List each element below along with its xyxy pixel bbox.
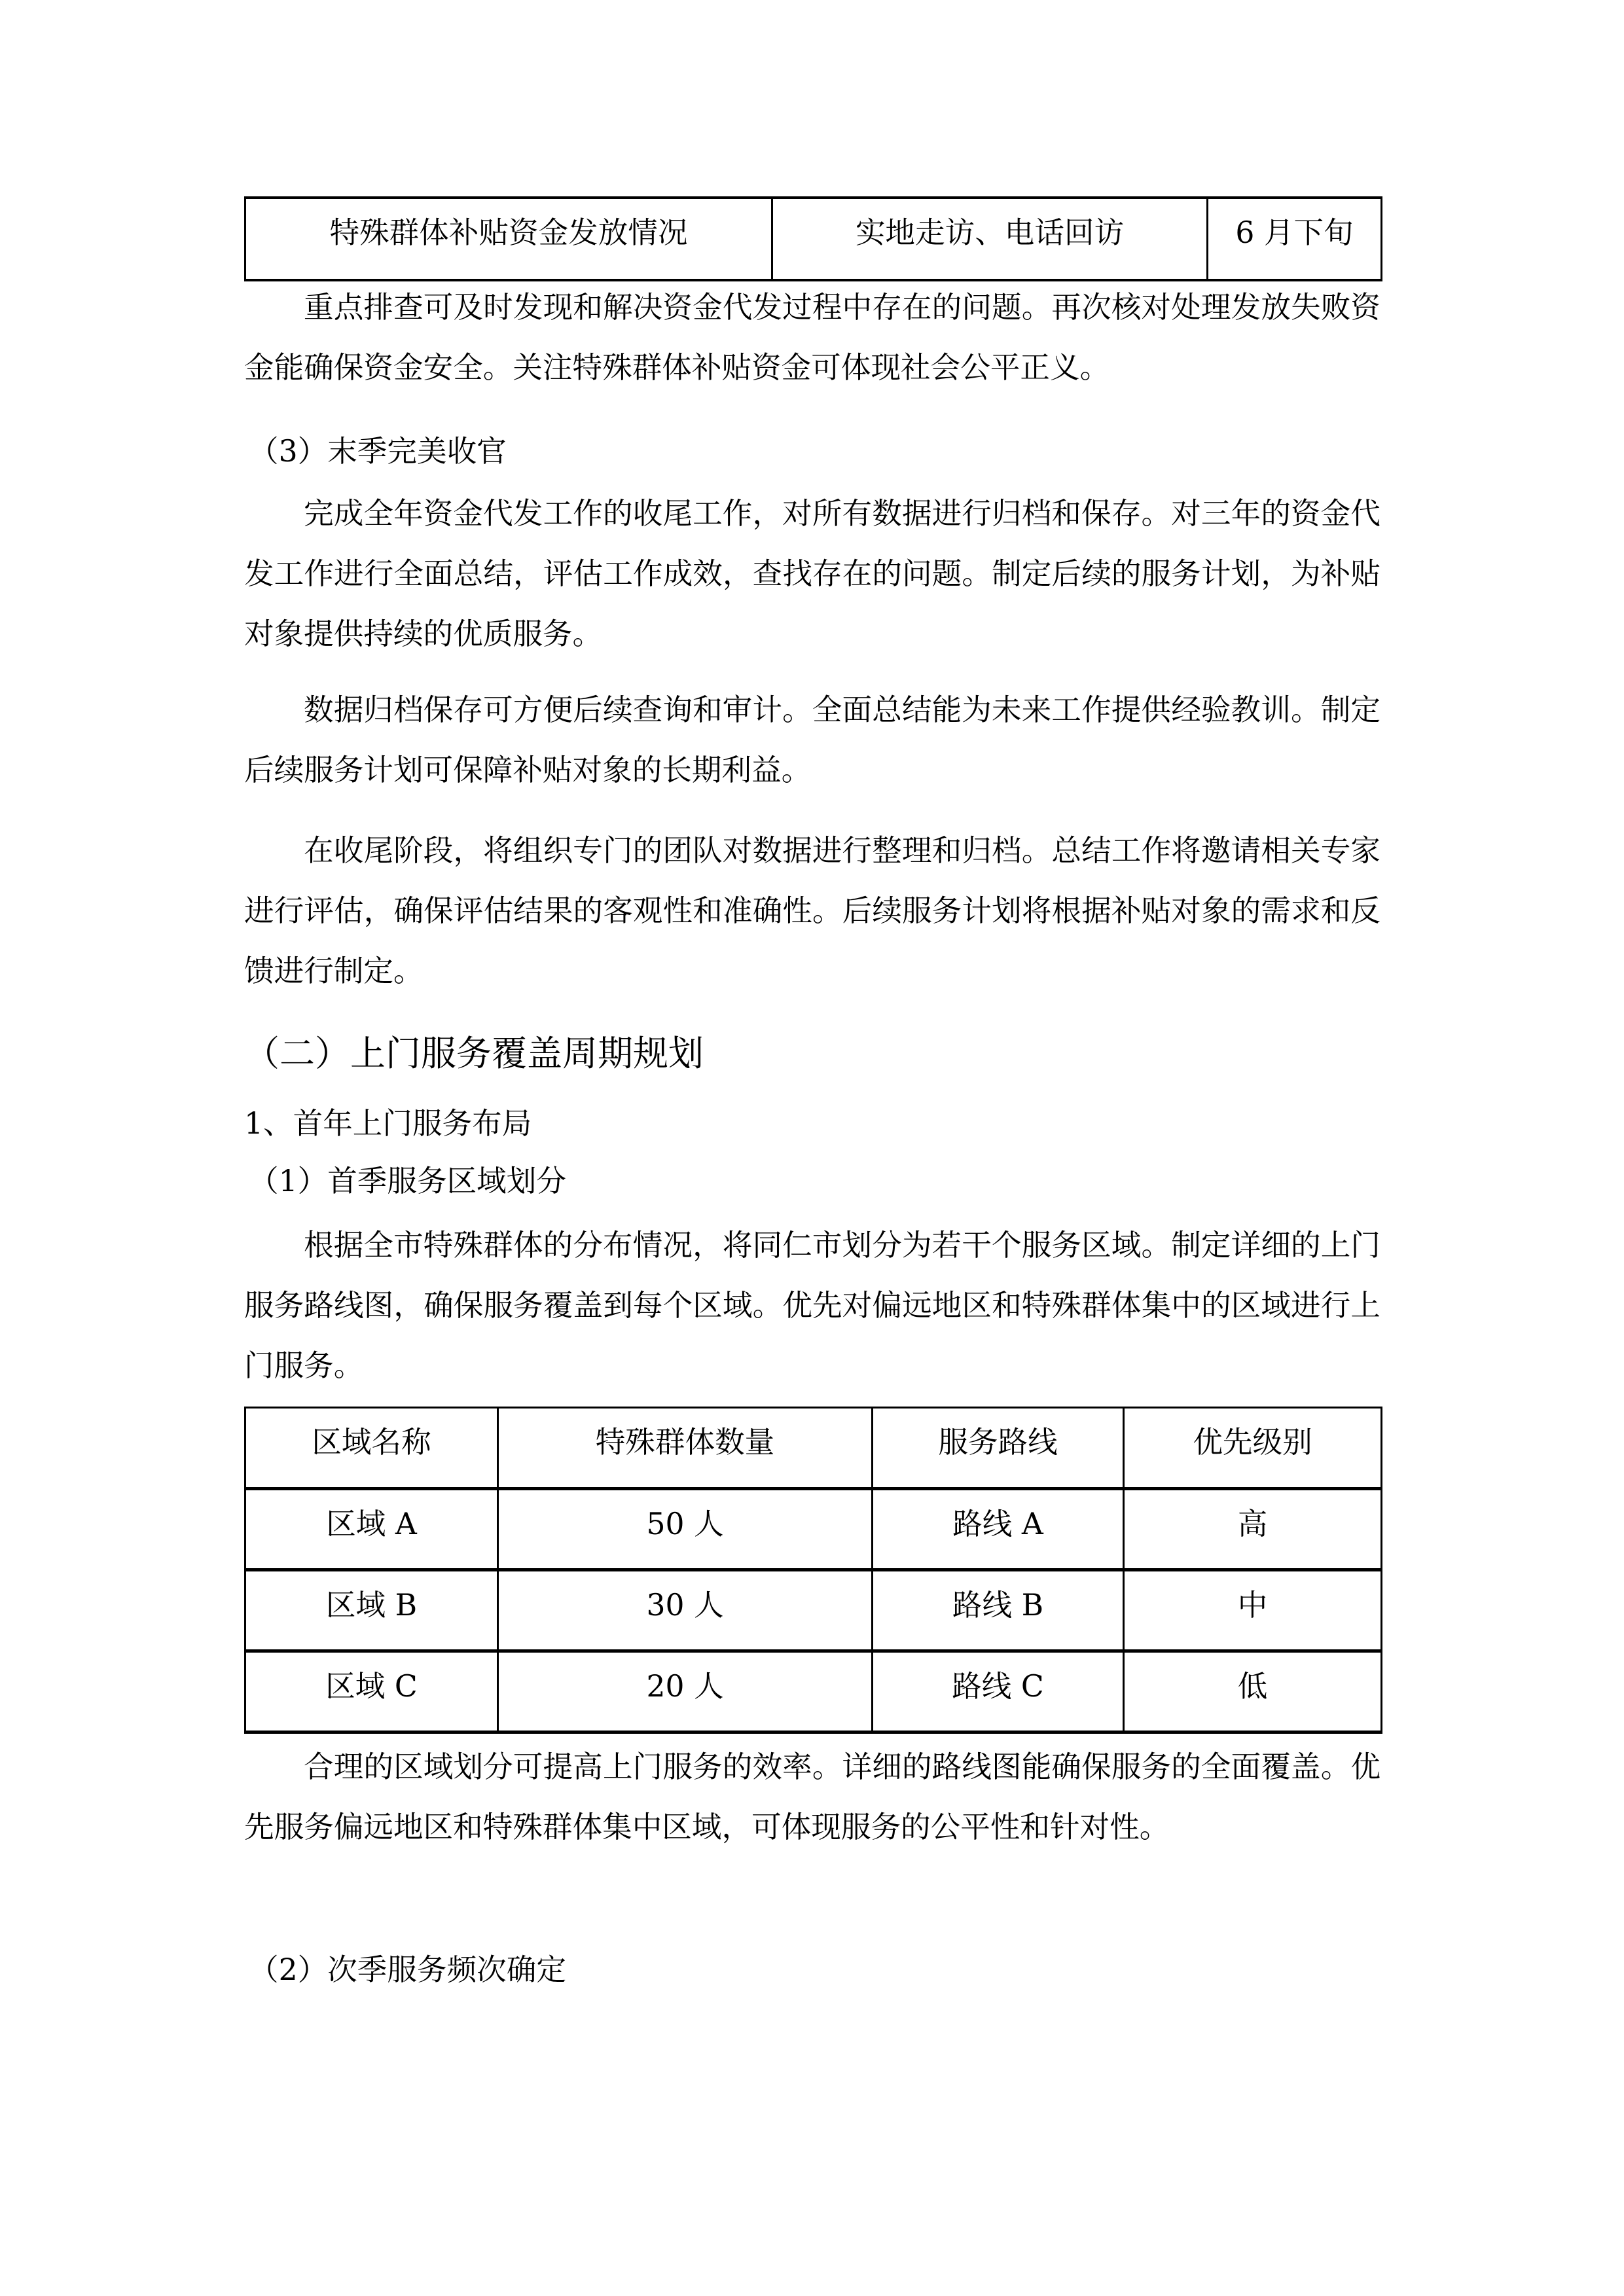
paragraph-archive-benefits: 数据归档保存可方便后续查询和审计。全面总结能为未来工作提供经验教训。制定后续服务计划可保障补贴对象的长期利益。 — [244, 692, 1380, 787]
table-row — [245, 1489, 1382, 1570]
paragraph-region-rationale: 合理的区域划分可提高上门服务的效率。详细的路线图能确保服务的全面覆盖。优先服务偏远地区和特殊群体集中区域，可体现服务的公平性和针对性。 — [244, 1749, 1380, 1844]
subheading-first-quarter-regions: （1）首季服务区域划分 — [249, 1164, 566, 1198]
header-service-route: 服务路线 — [873, 1408, 1124, 1489]
table-header-row — [245, 1408, 1382, 1489]
table-row — [245, 1570, 1382, 1651]
paragraph-region-division: 根据全市特殊群体的分布情况，将同仁市划分为若干个服务区域。制定详细的上门服务路线图，确保服务覆盖到每个区域。优先对偏远地区和特殊群体集中的区域进行上门服务。 — [244, 1228, 1380, 1383]
table-cell-item: 特殊群体补贴资金发放情况 — [245, 198, 772, 280]
cell-priority: 中 — [1124, 1570, 1382, 1651]
heading-first-year-layout: 1、首年上门服务布局 — [244, 1106, 532, 1141]
header-priority: 优先级别 — [1124, 1408, 1382, 1489]
inspection-schedule-table-continued — [244, 196, 1382, 281]
table-cell-method: 实地走访、电话回访 — [772, 198, 1208, 280]
cell-route: 路线 B — [873, 1570, 1124, 1651]
cell-count: 20 人 — [498, 1651, 873, 1732]
table-row — [245, 1651, 1382, 1732]
table-row — [245, 198, 1382, 280]
cell-region: 区域 A — [245, 1489, 498, 1570]
cell-count: 30 人 — [498, 1570, 873, 1651]
cell-region: 区域 B — [245, 1570, 498, 1651]
paragraph-final-quarter-work: 完成全年资金代发工作的收尾工作，对所有数据进行归档和保存。对三年的资金代发工作进行全面总结，评估工作成效，查找存在的问题。制定后续的服务计划，为补贴对象提供持续的优质服务。 — [244, 496, 1380, 651]
cell-priority: 高 — [1124, 1489, 1382, 1570]
cell-route: 路线 A — [873, 1489, 1124, 1570]
subheading-final-quarter: （3）末季完美收官 — [249, 434, 507, 469]
paragraph-check-importance: 重点排查可及时发现和解决资金代发过程中存在的问题。再次核对处理发放失败资金能确保资金安全。关注特殊群体补贴资金可体现社会公平正义。 — [244, 290, 1380, 385]
section-heading-door-service: （二）上门服务覆盖周期规划 — [244, 1033, 704, 1074]
header-region-name: 区域名称 — [245, 1408, 498, 1489]
cell-count: 50 人 — [498, 1489, 873, 1570]
paragraph-closing-stage: 在收尾阶段，将组织专门的团队对数据进行整理和归档。总结工作将邀请相关专家进行评估，确保评估结果的客观性和准确性。后续服务计划将根据补贴对象的需求和反馈进行制定。 — [244, 833, 1380, 988]
cell-region: 区域 C — [245, 1651, 498, 1732]
table-cell-time: 6 月下旬 — [1208, 198, 1382, 280]
subheading-second-quarter-frequency: （2）次季服务频次确定 — [249, 1952, 566, 1987]
cell-priority: 低 — [1124, 1651, 1382, 1732]
header-group-count: 特殊群体数量 — [498, 1408, 873, 1489]
region-service-table — [244, 1407, 1382, 1734]
cell-route: 路线 C — [873, 1651, 1124, 1732]
